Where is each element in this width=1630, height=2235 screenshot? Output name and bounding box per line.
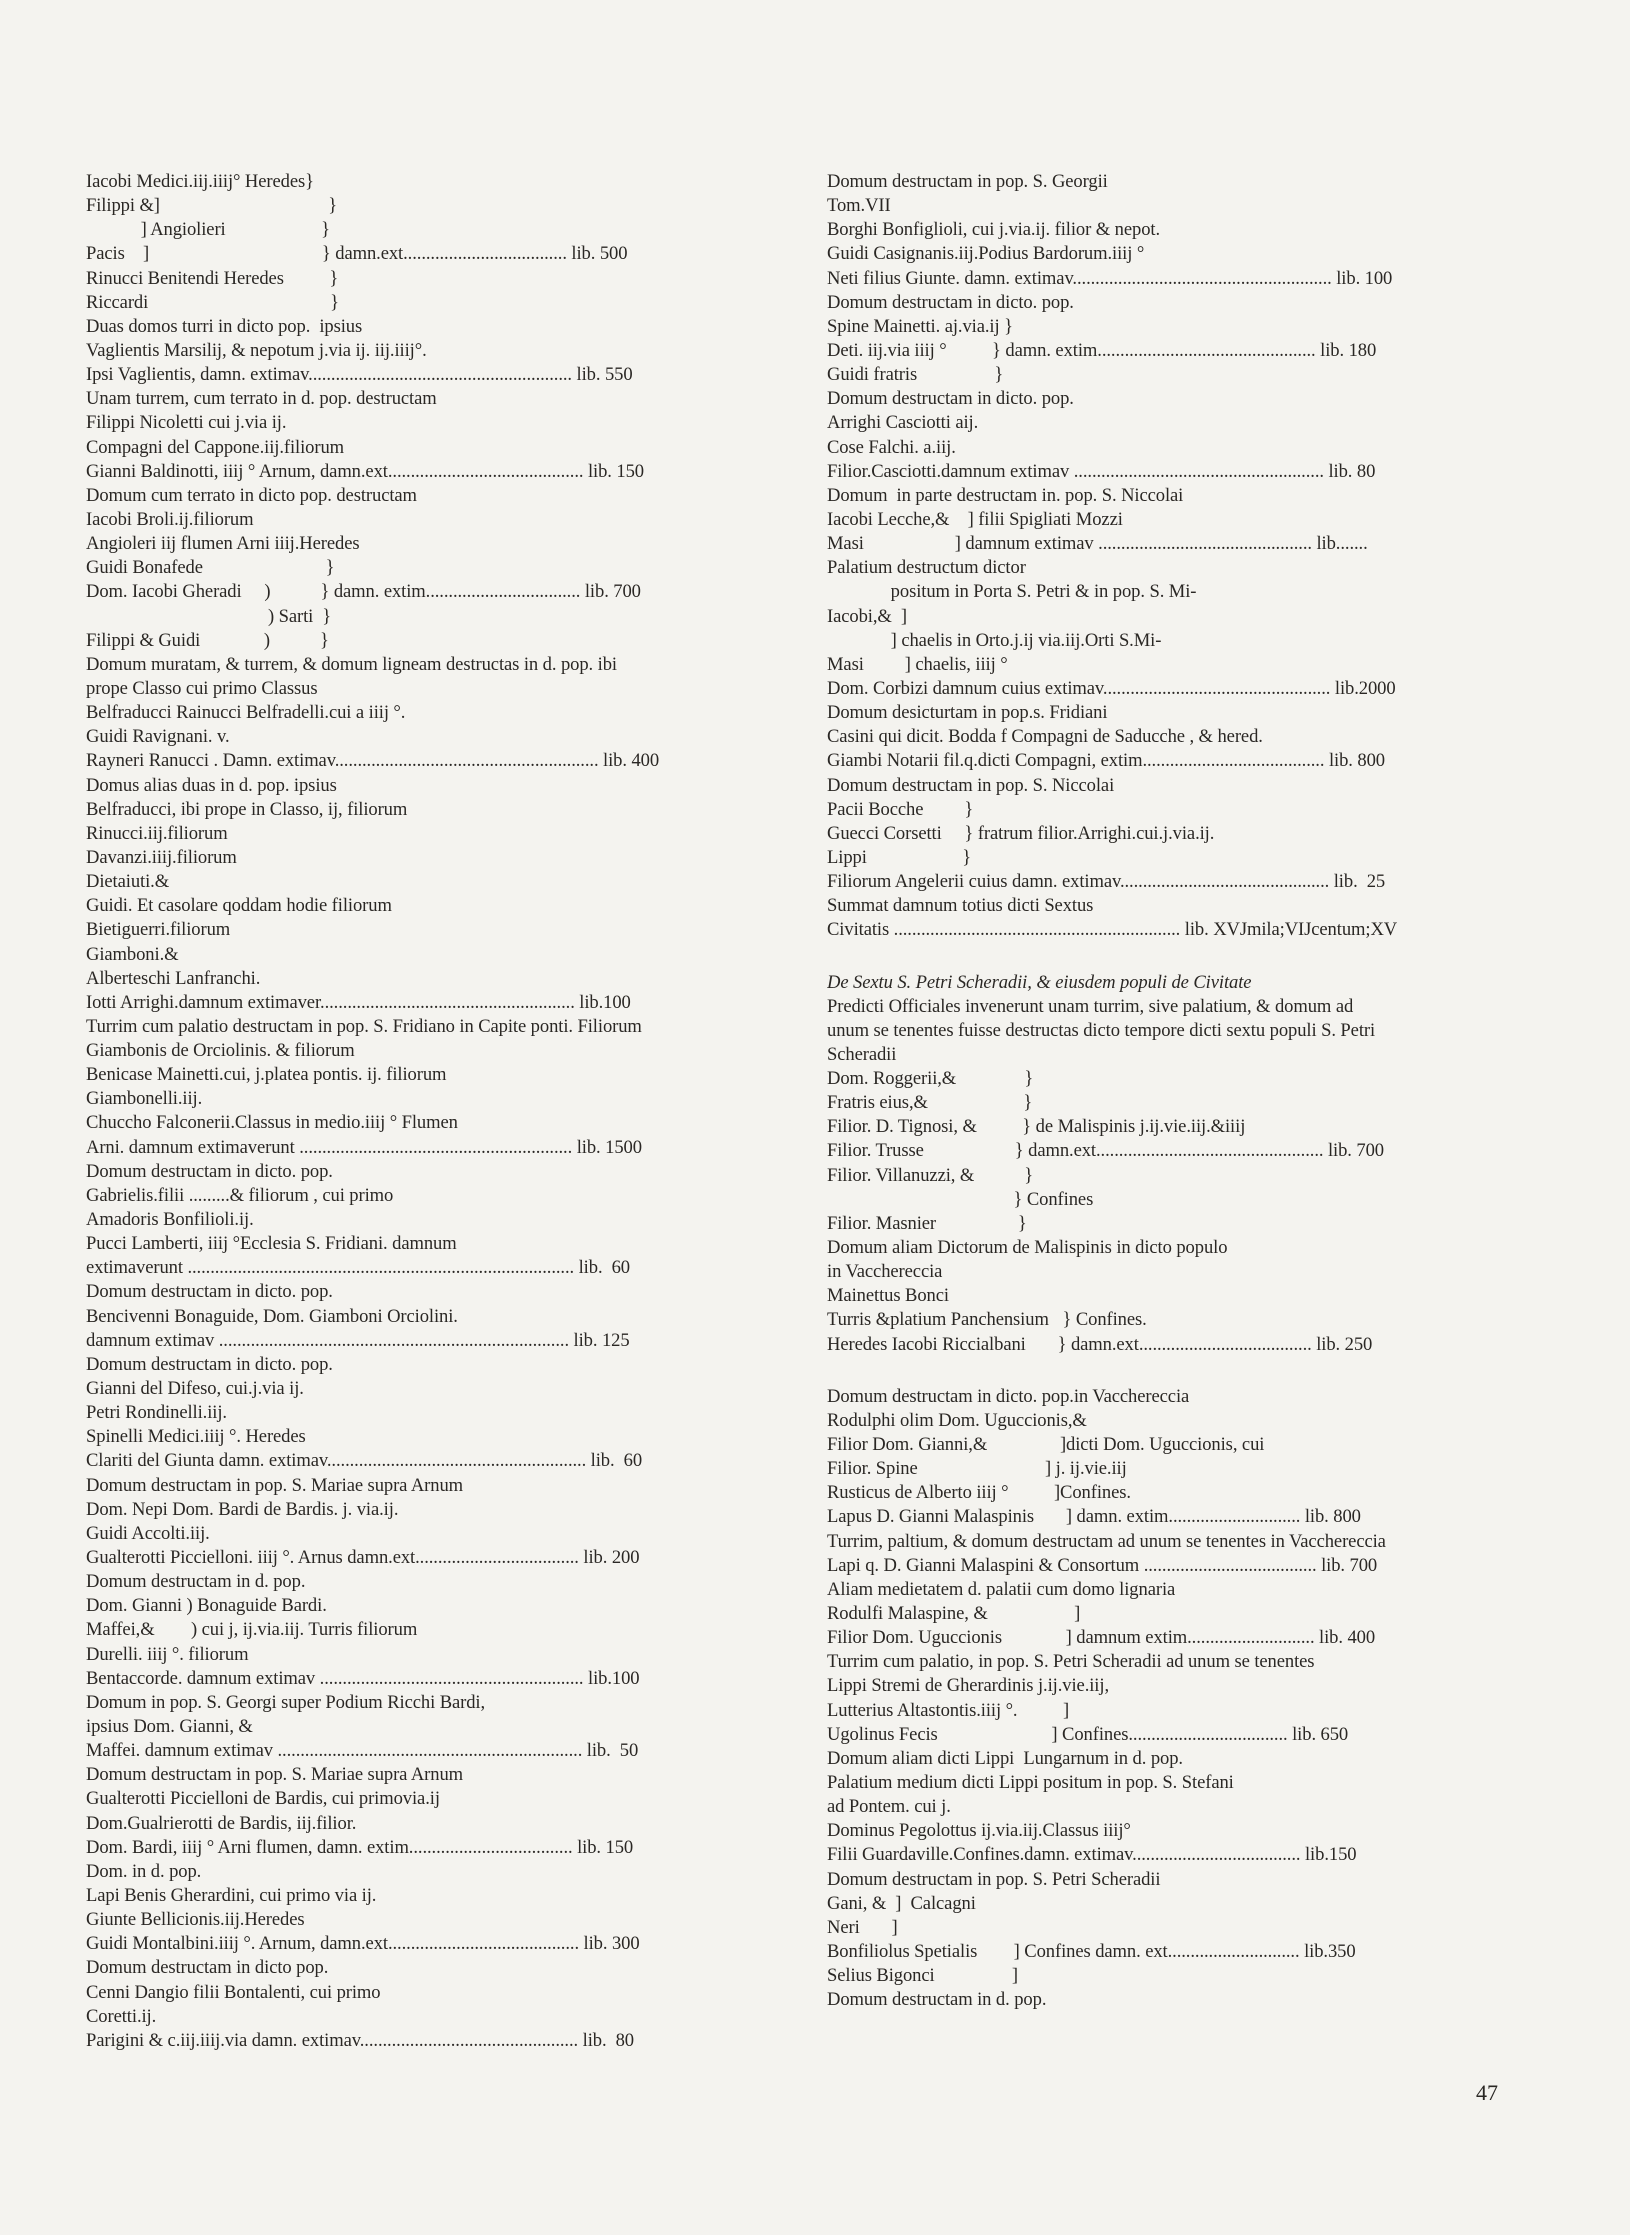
text-line: Giamboni.& [86,943,179,965]
text-line: Dom. Corbizi damnum cuius extimav.................................................. lib.2000 [827,677,1396,699]
text-line: Guidi Montalbini.iiij °. Arnum, damn.ext.......................................... lib. 300 [86,1933,640,1955]
text-line: Iotti Arrighi.damnum extimaver........................................................ lib.100 [86,991,631,1013]
text-line: Domum destructam in dicto. pop. [827,291,1074,313]
text-line: Domum in parte destructam in. pop. S. Niccolai [827,484,1184,506]
text-line: prope Classo cui primo Classus [86,677,318,699]
text-line: Guecci Corsetti } fratrum filior.Arrighi.cui.j.via.ij. [827,822,1215,844]
text-line: extimaverunt ..................................................................................... lib. 60 [86,1257,630,1279]
text-line: Domum destructam in pop. S. Niccolai [827,774,1115,796]
text-line: Rinucci.iij.filiorum [86,822,228,844]
text-line: Rinucci Benitendi Heredes } [86,267,339,289]
text-line: Filior. Trusse } damn.ext.................................................. lib. 700 [827,1140,1384,1162]
text-line: Cenni Dangio filii Bontalenti, cui primo [86,1981,381,2003]
text-line: Fratris eius,& } [827,1092,1033,1114]
text-line: Rusticus de Alberto iiij ° ]Confines. [827,1482,1131,1504]
text-line: Spinelli Medici.iiij °. Heredes [86,1426,306,1448]
text-line: Neti filius Giunte. damn. extimav......................................................... lib. 100 [827,267,1393,289]
text-line: Pacis ] } damn.ext.................................... lib. 500 [86,243,628,265]
text-line: Guidi fratris } [827,364,1004,386]
text-line: Domum muratam, & turrem, & domum ligneam destructas in d. pop. ibi [86,653,617,675]
text-line: Domum cum terrato in dicto pop. destructam [86,484,417,506]
text-line: Scheradii [827,1043,897,1065]
text-line: Filior.Casciotti.damnum extimav ....................................................... lib. 80 [827,460,1376,482]
text-line: Benicase Mainetti.cui, j.platea pontis. ij. filiorum [86,1064,447,1086]
text-line: Borghi Bonfiglioli, cui j.via.ij. filior & nepot. [827,219,1161,241]
text-line: Filiorum Angelerii cuius damn. extimav.............................................. lib. 25 [827,871,1386,893]
right-column [827,170,1532,2012]
text-line: Palatium medium dicti Lippi positum in pop. S. Stefani [827,1772,1234,1793]
text-line: Filior. Masnier } [827,1212,1027,1234]
text-line: Dom. Roggerii,& } [827,1068,1034,1090]
text-line: Domum destructam in dicto. pop. [827,388,1074,410]
text-line: Dom.Gualrierotti de Bardis, iij.filior. [86,1812,357,1834]
text-line: Filippi & Guidi ) } [86,629,329,651]
text-line: Turris &platium Panchensium } Confines. [827,1309,1147,1331]
text-line: Filior Dom. Uguccionis ] damnum extim............................ lib. 400 [827,1627,1376,1649]
text-line: Unam turrem, cum terrato in d. pop. destructam [86,388,437,410]
text-line: Masi ] chaelis, iiij ° [827,653,1008,675]
text-line: Filior. D. Tignosi, & } de Malispinis j.ij.vie.iij.&iiij [827,1116,1246,1138]
text-line: Rayneri Ranucci . Damn. extimav.......................................................... lib. 400 [86,750,660,772]
text-line: Lapi Benis Gherardini, cui primo via ij. [86,1884,377,1906]
text-line: Domum destructam in dicto. pop. [86,1281,333,1303]
text-line: Lapus D. Gianni Malaspinis ] damn. extim............................. lib. 800 [827,1506,1361,1528]
page-number: 47 [1476,2080,1498,2105]
text-line: Guidi Ravignani. v. [86,726,230,748]
text-line: Dominus Pegolottus ij.via.iij.Classus iiij° [827,1820,1131,1842]
text-line: Ugolinus Fecis ] Confines................................... lib. 650 [827,1723,1349,1745]
text-line: Lippi } [827,846,972,868]
text-line: ] chaelis in Orto.j.ij via.iij.Orti S.Mi- [827,629,1162,651]
text-line: Gianni Baldinotti, iiij ° Arnum, damn.ext........................................... lib. 150 [86,460,644,482]
text-line: Pacii Bocche } [827,798,974,820]
text-line: Durelli. iiij °. filiorum [86,1643,249,1665]
text-line: Filippi &] } [86,195,338,217]
text-line: Tom.VII [827,195,891,217]
text-line: Vaglientis Marsilij, & nepotum j.via ij. iij.iiij°. [86,339,427,361]
text-line: Masi ] damnum extimav ............................................... lib....... [827,533,1368,555]
text-line: Filippi Nicoletti cui j.via ij. [86,412,287,434]
text-line: Domum destructam in dicto. pop. [86,1160,333,1182]
text-line: Casini qui dicit. Bodda f Compagni de Saducche , & hered. [827,726,1263,748]
text-line: Gianni del Difeso, cui.j.via ij. [86,1378,304,1400]
text-line: Guidi Accolti.iij. [86,1522,210,1544]
text-line: Gabrielis.filii .........& filiorum , cui primo [86,1184,394,1206]
text-line: Selius Bigonci ] [827,1965,1018,1987]
text-line: Bencivenni Bonaguide, Dom. Giamboni Orciolini. [86,1305,458,1327]
text-line: Domum aliam Dictorum de Malispinis in dicto populo [827,1237,1228,1259]
text-line: Giambi Notarii fil.q.dicti Compagni, extim........................................ lib. 800 [827,750,1385,772]
text-line: Domum destructam in pop. S. Georgii [827,171,1108,192]
text-line: Clariti del Giunta damn. extimav......................................................... lib. 60 [86,1450,643,1472]
text-line: Iacobi Medici.iij.iiij° Heredes} [86,171,314,192]
text-line: Domus alias duas in d. pop. ipsius [86,774,337,796]
text-line: Filior Dom. Gianni,& ]dicti Dom. Uguccionis, cui [827,1434,1265,1456]
text-line: Domum desicturtam in pop.s. Fridiani [827,702,1108,724]
text-line: Domum destructam in d. pop. [86,1571,306,1593]
text-line: Filior. Villanuzzi, & } [827,1164,1034,1186]
text-line: ipsius Dom. Gianni, & [86,1716,253,1737]
text-line: Cose Falchi. a.iij. [827,436,956,458]
text-line [827,1357,1532,1385]
text-line: ] Angiolieri } [86,219,330,241]
text-line: Ipsi Vaglientis, damn. extimav.......................................................... lib. 550 [86,364,633,386]
text-line: ad Pontem. cui j. [827,1796,951,1818]
text-line [827,943,1532,971]
text-line: ) Sarti } [86,605,332,627]
text-line: Deti. iij.via iiij ° } damn. extim................................................ lib. 180 [827,339,1377,361]
text-line: Petri Rondinelli.iij. [86,1402,227,1424]
text-line: Domum destructam in d. pop. [827,1989,1047,2011]
text-line: Duas domos turri in dicto pop. ipsius [86,315,363,337]
text-line: De Sextu S. Petri Scheradii, & eiusdem populi de Civitate [827,971,1252,993]
text-line: Arrighi Casciotti aij. [827,412,979,434]
text-line: Turrim cum palatio, in pop. S. Petri Scheradii ad unum se tenentes [827,1651,1315,1673]
text-line: damnum extimav ............................................................................. lib. 125 [86,1329,630,1351]
text-line: Domum destructam in pop. S. Mariae supra Arnum [86,1474,464,1496]
text-line: Predicti Officiales invenerunt unam turrim, sive palatium, & domum ad [827,995,1354,1017]
text-line: Palatium destructum dictor [827,557,1026,579]
text-line: Guidi Casignanis.iij.Podius Bardorum.iiij ° [827,243,1145,265]
text-line: Heredes Iacobi Riccialbani } damn.ext...................................... lib. 250 [827,1333,1373,1355]
left-column [86,170,776,2053]
text-line: Domum destructam in dicto. pop. [86,1353,333,1375]
text-line: in Vacchereccia [827,1261,943,1283]
text-line: Arni. damnum extimaverunt ............................................................ lib. 1500 [86,1136,642,1158]
text-line: Pucci Lamberti, iiij °Ecclesia S. Fridiani. damnum [86,1233,457,1255]
text-line: Domum in pop. S. Georgi super Podium Ricchi Bardi, [86,1691,486,1713]
text-line: Angioleri iij flumen Arni iiij.Heredes [86,533,360,555]
text-line: Gualterotti Piccielloni de Bardis, cui primovia.ij [86,1788,440,1810]
text-line: Guidi. Et casolare qoddam hodie filiorum [86,895,392,917]
text-line: Lippi Stremi de Gherardinis j.ij.vie.iij, [827,1675,1109,1697]
text-line: Chuccho Falconerii.Classus in medio.iiij ° Flumen [86,1112,458,1134]
text-line: Giunte Bellicionis.iij.Heredes [86,1909,305,1931]
text-line: Giambonis de Orciolinis. & filiorum [86,1040,355,1062]
text-line: Dietaiuti.& [86,871,170,893]
text-line: Bentaccorde. damnum extimav .......................................................... lib.100 [86,1667,640,1689]
text-line: Domum aliam dicti Lippi Lungarnum in d. pop. [827,1747,1183,1769]
text-line: Mainettus Bonci [827,1285,949,1307]
text-line: Rodulfi Malaspine, & ] [827,1603,1081,1625]
text-line: Dom. Nepi Dom. Bardi de Bardis. j. via.ij. [86,1498,399,1520]
text-line: Domum destructam in dicto. pop.in Vacchereccia [827,1385,1190,1407]
text-line: positum in Porta S. Petri & in pop. S. Mi- [827,581,1197,603]
text-line: Turrim, paltium, & domum destructam ad unum se tenentes in Vacchereccia [827,1530,1386,1552]
text-line: Alberteschi Lanfranchi. [86,967,261,989]
text-line: Domum destructam in pop. S. Mariae supra Arnum [86,1764,464,1786]
text-line: Maffei. damnum extimav ................................................................... lib. 50 [86,1740,639,1762]
text-line: Iacobi Broli.ij.filiorum [86,508,254,530]
text-line: Dom. Bardi, iiij ° Arni flumen, damn. extim.................................... lib. 150 [86,1836,634,1858]
text-line: Guidi Bonafede } [86,557,335,579]
text-line: Neri ] [827,1916,898,1938]
text-line: Giambonelli.iij. [86,1088,203,1110]
text-line: unum se tenentes fuisse destructas dicto tempore dicti sextu populi S. Petri [827,1019,1376,1041]
text-line: Gualterotti Piccielloni. iiij °. Arnus damn.ext.................................... lib. 200 [86,1547,640,1569]
text-line: Bietiguerri.filiorum [86,919,231,941]
text-line: Gani, & ] Calcagni [827,1892,976,1914]
text-line: Filior. Spine ] j. ij.vie.iij [827,1458,1127,1480]
text-line: } Confines [827,1188,1094,1210]
text-line: Belfraducci, ibi prope in Classo, ij, filiorum [86,798,408,820]
text-line: Spine Mainetti. aj.via.ij } [827,315,1013,337]
text-line: Rodulphi olim Dom. Uguccionis,& [827,1409,1087,1431]
text-line: Dom. Gianni ) Bonaguide Bardi. [86,1595,327,1617]
text-line: Iacobi Lecche,& ] filii Spigliati Mozzi [827,508,1123,530]
text-line: Coretti.ij. [86,2005,157,2027]
text-line: Civitatis ............................................................... lib. XVJmila;VIJcentum;XV [827,919,1398,941]
text-line: Iacobi,& ] [827,605,907,627]
text-line: Lapi q. D. Gianni Malaspini & Consortum ...................................... lib. 700 [827,1554,1378,1576]
text-line: Domum destructam in dicto pop. [86,1957,329,1979]
text-line: Dom. in d. pop. [86,1860,202,1882]
text-line: Davanzi.iiij.filiorum [86,846,237,868]
text-line: Summat damnum totius dicti Sextus [827,895,1094,917]
text-line: Dom. Iacobi Gheradi ) } damn. extim.................................. lib. 700 [86,581,641,603]
text-line: Belfraducci Rainucci Belfradelli.cui a iiij °. [86,702,406,724]
text-line: Parigini & c.iij.iiij.via damn. extimav................................................ lib. 80 [86,2029,634,2051]
text-line: Maffei,& ) cui j, ij.via.iij. Turris filiorum [86,1619,418,1641]
text-line: Riccardi } [86,291,339,313]
text-line: Aliam medietatem d. palatii cum domo lignaria [827,1578,1176,1600]
text-line: Compagni del Cappone.iij.filiorum [86,436,345,458]
text-line: Amadoris Bonfilioli.ij. [86,1209,254,1231]
text-line: Domum destructam in pop. S. Petri Scheradii [827,1868,1161,1890]
text-line: Turrim cum palatio destructam in pop. S. Fridiano in Capite ponti. Filiorum [86,1015,642,1037]
text-line: Lutterius Altastontis.iiij °. ] [827,1699,1070,1721]
text-line: Bonfiliolus Spetialis ] Confines damn. ext............................. lib.350 [827,1940,1356,1962]
text-line: Filii Guardaville.Confines.damn. extimav..................................... lib.150 [827,1844,1357,1866]
